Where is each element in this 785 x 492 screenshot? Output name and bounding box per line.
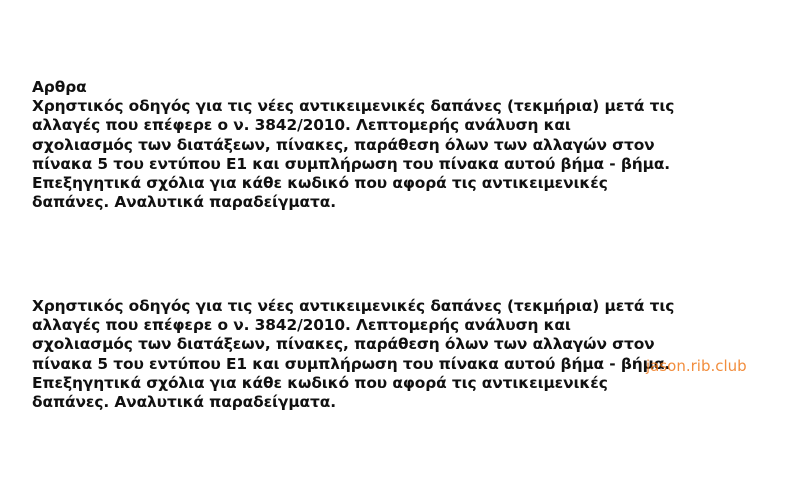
article-text-line: Επεξηγητικά σχόλια για κάθε κωδικό που αφορά τις αντικειμενικές	[32, 373, 608, 392]
article-text-line: Χρηστικός οδηγός για τις νέες αντικειμενικές δαπάνες (τεκμήρια) μετά τις	[32, 297, 675, 315]
article-text-line: αλλαγές που επέφερε ο ν. 3842/2010. Λεπτομερής ανάλυση και	[32, 316, 571, 335]
article-text-line: πίνακα 5 του εντύπου Ε1 και συμπλήρωση του πίνακα αυτού βήμα - βήμα.	[32, 354, 671, 373]
article-text-line: δαπάνες. Αναλυτικά παραδείγματα.	[32, 193, 336, 212]
article-block-first	[32, 78, 772, 212]
article-text-line: Επεξηγητικά σχόλια για κάθε κωδικό που αφορά τις αντικειμενικές	[32, 174, 608, 193]
article-text-line: σχολιασμός των διατάξεων, πίνακες, παράθεση όλων των αλλαγών στον	[32, 135, 655, 154]
article-text-line: πίνακα 5 του εντύπου Ε1 και συμπλήρωση του πίνακα αυτού βήμα - βήμα.	[32, 154, 671, 173]
article-block-second	[32, 297, 772, 412]
article-text-line: δαπάνες. Αναλυτικά παραδείγματα.	[32, 393, 336, 412]
watermark-text: jason.rib.club	[646, 357, 747, 375]
article-text-line: σχολιασμός των διατάξεων, πίνακες, παράθεση όλων των αλλαγών στον	[32, 335, 655, 354]
article-text-line: Χρηστικός οδηγός για τις νέες αντικειμενικές δαπάνες (τεκμήρια) μετά τις	[32, 97, 675, 116]
article-heading: Αρθρα	[32, 78, 87, 96]
article-text-line: αλλαγές που επέφερε ο ν. 3842/2010. Λεπτομερής ανάλυση και	[32, 116, 571, 135]
